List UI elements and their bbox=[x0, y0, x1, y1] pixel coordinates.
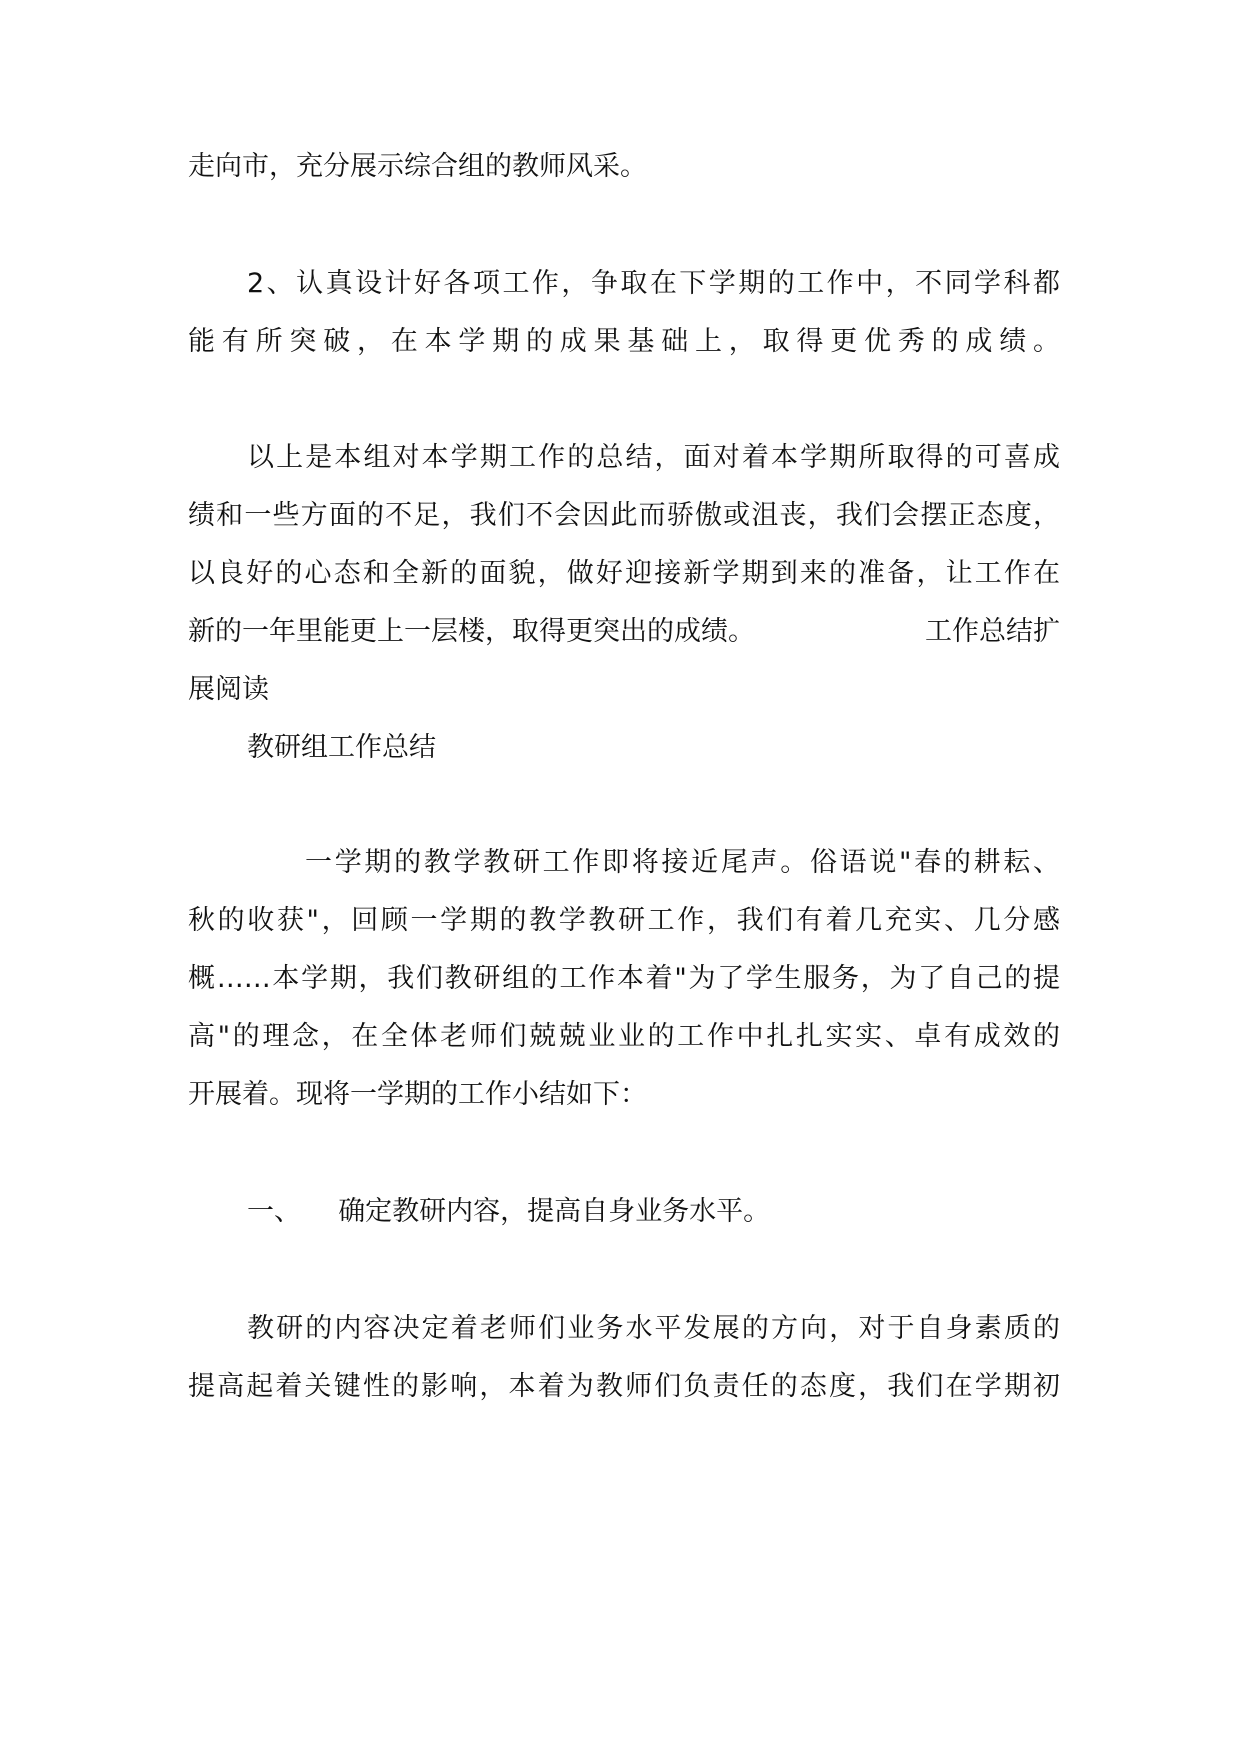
text-line: 展阅读 bbox=[188, 674, 269, 705]
text-line: 概……本学期，我们教研组的工作本着"为了学生服务，为了自己的提 bbox=[188, 963, 1060, 994]
text-line: 以上是本组对本学期工作的总结，面对着本学期所取得的可喜成 bbox=[247, 442, 1060, 473]
text-line: 一学期的教学教研工作即将接近尾声。俗语说"春的耕耘、 bbox=[305, 847, 1060, 878]
text-line: 绩和一些方面的不足，我们不会因此而骄傲或沮丧，我们会摆正态度， bbox=[188, 500, 1060, 531]
text-line: 走向市，充分展示综合组的教师风采。 bbox=[188, 151, 647, 182]
heading-text: 确定教研内容，提高自身业务水平。 bbox=[338, 1196, 771, 1227]
text-line bbox=[188, 612, 1060, 652]
text-line: 以良好的心态和全新的面貌，做好迎接新学期到来的准备，让工作在 bbox=[188, 558, 1060, 589]
text-segment: 工作总结扩 bbox=[925, 616, 1060, 647]
text-segment: 新的一年里能更上一层楼，取得更突出的成绩。 bbox=[188, 616, 755, 647]
text-line: 能有所突破，在本学期的成果基础上，取得更优秀的成绩。 bbox=[188, 326, 1060, 357]
section-title: 教研组工作总结 bbox=[247, 732, 436, 763]
text-line: 提高起着关键性的影响，本着为教师们负责任的态度，我们在学期初 bbox=[188, 1371, 1060, 1402]
heading-number: 一、 bbox=[247, 1196, 301, 1227]
heading-line bbox=[247, 1192, 1060, 1232]
text-line: 2、认真设计好各项工作，争取在下学期的工作中，不同学科都 bbox=[247, 268, 1060, 299]
text-line: 开展着。现将一学期的工作小结如下： bbox=[188, 1079, 647, 1110]
text-line: 高"的理念，在全体老师们兢兢业业的工作中扎扎实实、卓有成效的 bbox=[188, 1021, 1060, 1052]
text-line: 教研的内容决定着老师们业务水平发展的方向，对于自身素质的 bbox=[247, 1313, 1060, 1344]
text-line: 秋的收获"，回顾一学期的教学教研工作，我们有着几充实、几分感 bbox=[188, 905, 1060, 936]
